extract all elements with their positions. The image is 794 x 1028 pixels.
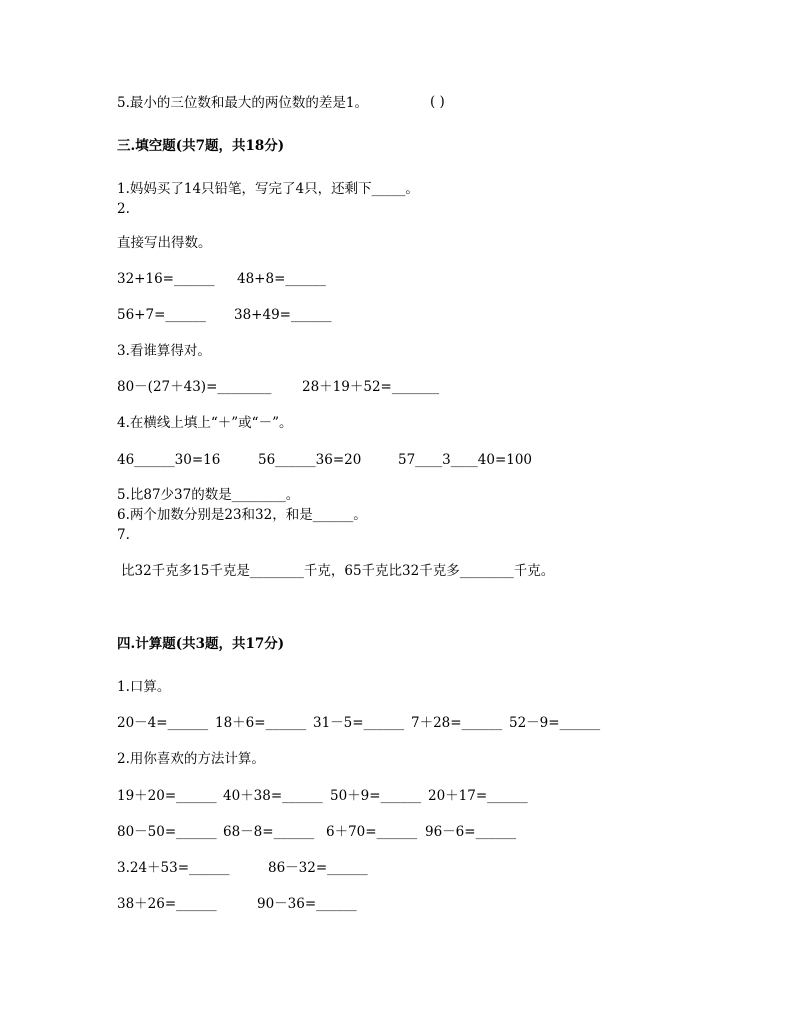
fill-question-5: 5.比87少37的数是________。 xyxy=(117,487,300,503)
section-heading-fill-blank: 三.填空题(共7题，共18分) xyxy=(117,138,285,154)
oral-item-2: 18＋6=______ xyxy=(215,715,307,731)
q2-item-2: 48+8=______ xyxy=(237,271,326,287)
answer-parentheses[interactable]: ( ) xyxy=(430,94,445,110)
calc-question-3-item-1: 3.24＋53=______ xyxy=(117,860,230,876)
calc-question-1-prompt: 1.口算。 xyxy=(117,679,171,695)
calc-item-7: 6＋70=______ xyxy=(326,824,418,840)
q4-item-2: 56______36=20 xyxy=(258,452,362,468)
calc-item-5: 80－50=______ xyxy=(117,824,217,840)
q2-item-4: 38+49=______ xyxy=(234,307,332,323)
calc-question-2-prompt: 2.用你喜欢的方法计算。 xyxy=(117,751,265,767)
fill-question-7: 比32千克多15千克是________千克，65千克比32千克多________千克。 xyxy=(121,563,555,579)
q3-item-1: 80－(27＋43)=________ xyxy=(117,379,272,395)
fill-question-2-prompt: 直接写出得数。 xyxy=(117,235,212,251)
calc-item-3: 50＋9=______ xyxy=(330,788,422,804)
calc-item-4: 20＋17=______ xyxy=(428,788,528,804)
calc-question-3-item-3: 38＋26=______ xyxy=(117,896,217,912)
q2-item-1: 32+16=______ xyxy=(117,271,215,287)
calc-item-1: 19＋20=______ xyxy=(117,788,217,804)
calc-item-6: 68－8=______ xyxy=(223,824,315,840)
oral-item-4: 7＋28=______ xyxy=(411,715,503,731)
calc-item-8: 96－6=______ xyxy=(425,824,517,840)
fill-question-4-prompt: 4.在横线上填上“＋”或“－”。 xyxy=(117,415,293,431)
oral-item-5: 52－9=______ xyxy=(509,715,601,731)
fill-question-2-number: 2. xyxy=(117,201,130,217)
q2-item-3: 56+7=______ xyxy=(117,307,206,323)
fill-question-3-prompt: 3.看谁算得对。 xyxy=(117,343,211,359)
calc-question-3-item-4: 90－36=______ xyxy=(257,896,357,912)
section-heading-calculation: 四.计算题(共3题，共17分) xyxy=(117,636,285,652)
q3-item-2: 28＋19＋52=_______ xyxy=(302,379,440,395)
calc-item-2: 40＋38=______ xyxy=(223,788,323,804)
q4-item-3: 57____3____40=100 xyxy=(398,452,533,468)
fill-question-6: 6.两个加数分别是23和32，和是______。 xyxy=(117,507,367,523)
calc-question-3-item-2: 86－32=______ xyxy=(268,860,368,876)
oral-item-3: 31－5=______ xyxy=(313,715,405,731)
fill-question-7-number: 7. xyxy=(117,527,130,543)
oral-item-1: 20－4=______ xyxy=(117,715,209,731)
judgement-question-5: 5.最小的三位数和最大的两位数的差是1。 xyxy=(117,95,368,111)
fill-question-1: 1.妈妈买了14只铅笔，写完了4只，还剩下_____。 xyxy=(117,181,419,197)
q4-item-1: 46______30=16 xyxy=(117,452,221,468)
